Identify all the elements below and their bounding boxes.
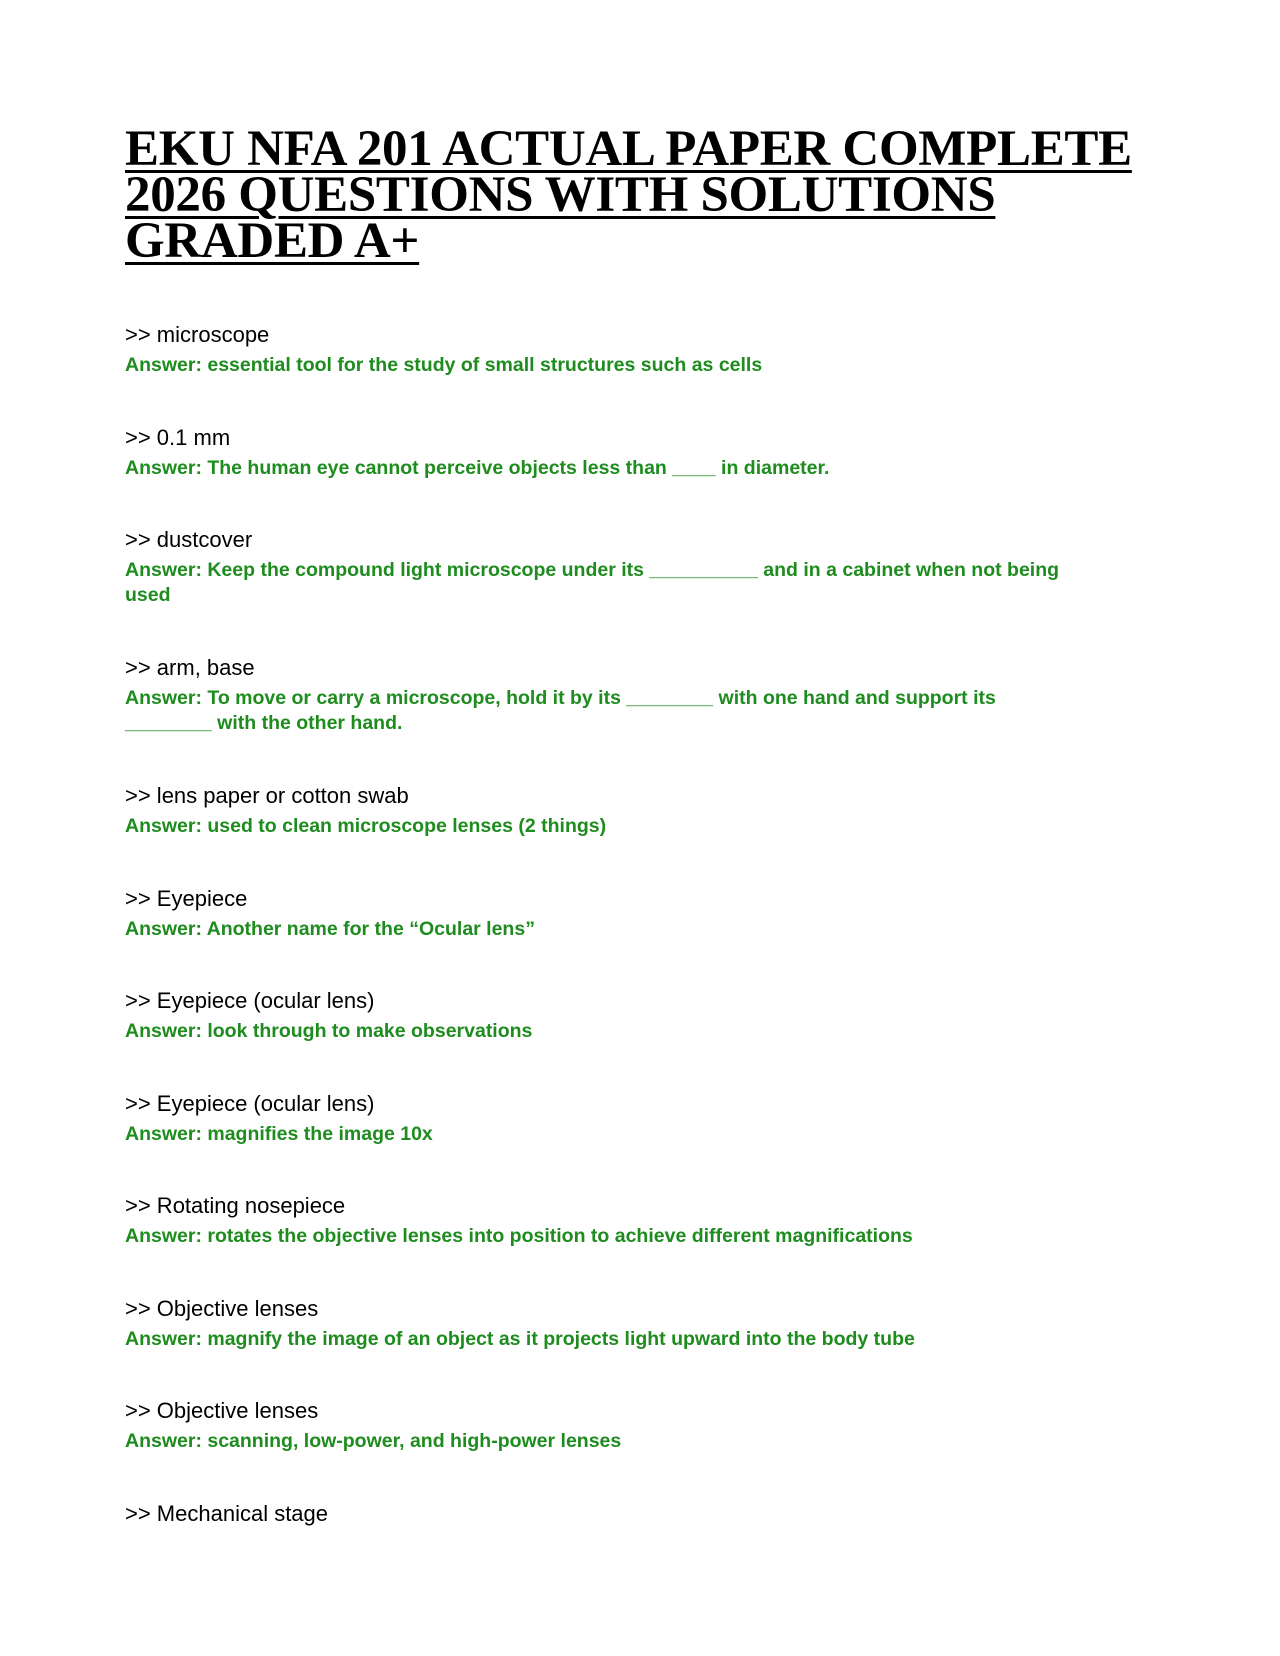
question-term: >> Eyepiece: [125, 886, 248, 911]
answer-line: Answer: rotates the objective lenses into position to achieve different magnifications: [125, 1225, 913, 1247]
answer-line: Answer: magnify the image of an object as it projects light upward into the body tube: [125, 1328, 915, 1350]
answer-line: Answer: Keep the compound light microscope under its __________ and in a cabinet when not being: [125, 559, 1060, 581]
answer-line: ________ with the other hand.: [125, 712, 403, 734]
answer-text: [125, 814, 1165, 839]
answer-text: [125, 1019, 1165, 1044]
qa-item: [125, 988, 1165, 1044]
question-term: >> Eyepiece (ocular lens): [125, 1091, 375, 1116]
document-title: [125, 121, 1165, 269]
qa-item: [125, 655, 1165, 736]
question-term: >> 0.1 mm: [125, 425, 231, 450]
answer-line: Answer: essential tool for the study of small structures such as cells: [125, 354, 763, 376]
qa-item: [125, 886, 1165, 942]
question-term: >> lens paper or cotton swab: [125, 783, 409, 808]
answer-line: Answer: scanning, low-power, and high-power lenses: [125, 1430, 622, 1452]
answer-text: [125, 917, 1165, 942]
answer-line: Answer: look through to make observations: [125, 1020, 533, 1042]
question-term: >> microscope: [125, 322, 270, 347]
question-term: >> Eyepiece (ocular lens): [125, 988, 375, 1013]
qa-item: [125, 783, 1165, 839]
answer-line: Answer: Another name for the “Ocular lens”: [125, 918, 535, 940]
qa-item: [125, 1398, 1165, 1454]
answer-text: [125, 456, 1165, 481]
title-line: GRADED A+: [125, 213, 420, 269]
title-line: EKU NFA 201 ACTUAL PAPER COMPLETE: [125, 121, 1132, 177]
answer-text: [125, 353, 1165, 378]
answer-text: [125, 558, 1165, 608]
question-term: >> Rotating nosepiece: [125, 1193, 346, 1218]
answer-text: [125, 686, 1165, 736]
answer-text: [125, 1122, 1165, 1147]
answer-text: [125, 1429, 1165, 1454]
answer-line: used: [125, 584, 171, 606]
answer-line: Answer: To move or carry a microscope, hold it by its ________ with one hand and support its: [125, 687, 996, 709]
answer-line: Answer: The human eye cannot perceive objects less than ____ in diameter.: [125, 457, 830, 479]
qa-item: [125, 527, 1165, 608]
question-term: >> Objective lenses: [125, 1296, 319, 1321]
qa-item: [125, 1193, 1165, 1249]
qa-item: [125, 1501, 1165, 1527]
answer-text: [125, 1224, 1165, 1249]
qa-item: [125, 425, 1165, 481]
title-line: 2026 QUESTIONS WITH SOLUTIONS: [125, 167, 996, 223]
answer-line: Answer: used to clean microscope lenses (2 things): [125, 815, 607, 837]
qa-item: [125, 1091, 1165, 1147]
question-term: >> dustcover: [125, 527, 253, 552]
question-term: >> arm, base: [125, 655, 255, 680]
question-term: >> Mechanical stage: [125, 1501, 329, 1526]
question-term: >> Objective lenses: [125, 1398, 319, 1423]
answer-line: Answer: magnifies the image 10x: [125, 1123, 433, 1145]
qa-item: [125, 322, 1165, 378]
qa-item: [125, 1296, 1165, 1352]
answer-text: [125, 1327, 1165, 1352]
